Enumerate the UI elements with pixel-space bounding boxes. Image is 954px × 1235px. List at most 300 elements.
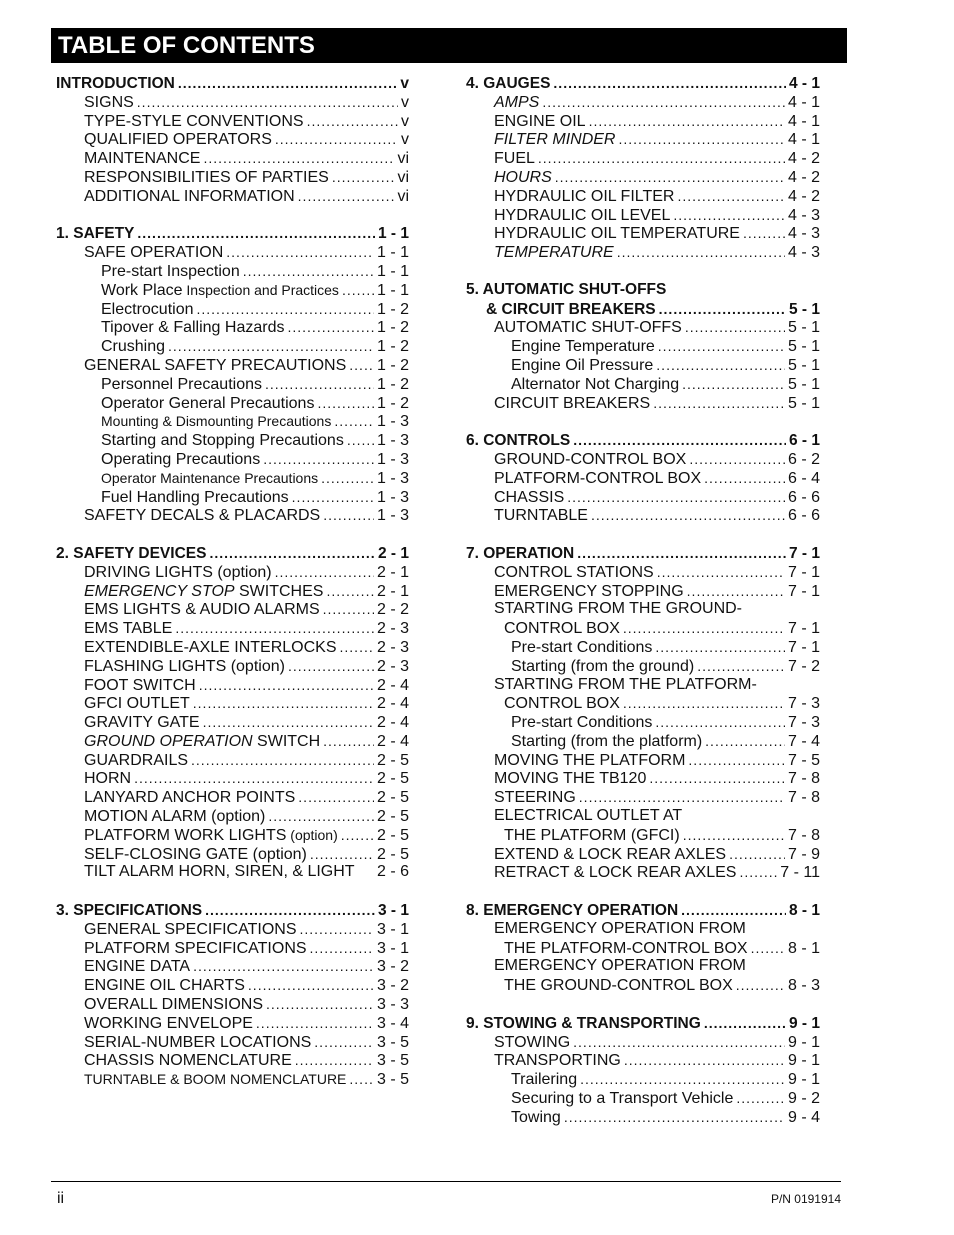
dot-leader [659, 300, 786, 319]
toc-entry-operating-precautions[interactable] [56, 450, 409, 469]
toc-entry-self-closing-gate-option[interactable] [56, 845, 409, 864]
toc-page-number: 5 - 1 [787, 319, 820, 337]
dot-leader [542, 93, 785, 112]
toc-entry-title: STEERING [494, 789, 576, 807]
toc-page-number: 4 - 1 [788, 75, 820, 92]
toc-entry-type-style-conventions[interactable] [56, 112, 409, 131]
toc-entry-title: SERIAL-NUMBER LOCATIONS [84, 1033, 312, 1051]
toc-page-number: vi [397, 168, 409, 186]
dot-leader [591, 506, 785, 525]
dot-leader [751, 939, 785, 958]
toc-entry-title: Pre-start Inspection [101, 262, 240, 280]
toc-page-number: 2 - 4 [376, 676, 409, 694]
toc-entry-title: MOVING THE TB120 [494, 770, 647, 788]
dot-leader [624, 1051, 785, 1070]
toc-entry-towing[interactable] [466, 1108, 820, 1127]
toc-entry-crushing[interactable] [56, 337, 409, 356]
toc-entry-title: HORN [84, 770, 132, 788]
dot-leader [226, 243, 374, 262]
toc-entry-horn[interactable] [56, 769, 409, 788]
toc-page-number: 2 - 1 [377, 544, 409, 562]
dot-leader [310, 939, 374, 958]
toc-section-6-controls[interactable] [466, 431, 820, 450]
dot-leader [295, 1051, 374, 1070]
dot-leader [209, 544, 375, 563]
toc-entry-additional-information[interactable] [56, 187, 409, 206]
dot-leader [323, 732, 374, 751]
toc-page-number: 3 - 5 [376, 1052, 409, 1070]
toc-entry-ems-table[interactable] [56, 619, 409, 638]
toc-entry-platform-specifications[interactable] [56, 939, 409, 958]
toc-page-number: 5 - 1 [787, 394, 820, 412]
toc-entry-platform-work-lights[interactable] [56, 826, 409, 845]
toc-entry-working-envelope[interactable] [56, 1014, 409, 1033]
dot-leader [688, 751, 785, 770]
toc-entry-retract-lock-rear-axles[interactable] [466, 863, 820, 882]
toc-entry-title: CONTROL BOX [504, 695, 620, 713]
toc-page-number: 1 - 1 [376, 262, 409, 280]
toc-entry-title: INTRODUCTION [56, 75, 175, 92]
dot-leader [685, 318, 785, 337]
toc-entry-signs[interactable] [56, 93, 409, 112]
dot-leader [205, 901, 375, 920]
toc-entry-title: SAFE OPERATION [84, 244, 224, 262]
toc-entry-operator-maintenance-precautions[interactable] [56, 469, 409, 488]
dot-leader [743, 224, 785, 243]
toc-page-number: 3 - 2 [376, 958, 409, 976]
toc-entry-title: OVERALL DIMENSIONS [84, 996, 264, 1014]
toc-entry-the-platform-gfci[interactable] [466, 826, 820, 845]
toc-page-number: 1 - 2 [376, 300, 409, 318]
toc-page-number: 3 - 5 [376, 1033, 409, 1051]
toc-entry-title: GROUND OPERATION SWITCH [84, 732, 321, 750]
toc-entry-title: EMS LIGHTS & AUDIO ALARMS [84, 601, 320, 619]
toc-entry-title: EXTEND & LOCK REAR AXLES [494, 845, 727, 863]
toc-entry-guardrails[interactable] [56, 751, 409, 770]
toc-page-number: 4 - 3 [787, 206, 820, 224]
toc-entry-title: 8. EMERGENCY OPERATION [466, 902, 679, 920]
toc-entry-gravity-gate[interactable] [56, 713, 409, 732]
dot-leader [137, 93, 398, 112]
toc-entry-transporting[interactable] [466, 1051, 820, 1070]
toc-page-number: 8 - 3 [787, 977, 820, 995]
toc-entry-hours[interactable] [466, 168, 820, 187]
toc-section-introduction[interactable] [56, 74, 409, 93]
toc-entry-fuel[interactable] [466, 149, 820, 168]
toc-section-5-automatic-shut-offs[interactable] [466, 281, 820, 300]
toc-page-number: 7 - 11 [780, 864, 820, 882]
toc-page-number: 2 - 3 [376, 638, 409, 656]
toc-page-number: 1 - 3 [376, 432, 409, 450]
toc-entry-title: EMERGENCY STOPPING [494, 582, 684, 600]
toc-page-number: 3 - 2 [376, 977, 409, 995]
dot-leader [137, 224, 375, 243]
toc-page-number: 4 - 2 [787, 187, 820, 205]
toc-page-number: 7 - 1 [787, 620, 820, 638]
toc-page-number: 2 - 4 [376, 732, 409, 750]
toc-page-number: 9 - 1 [787, 1071, 820, 1089]
toc-entry-title: ENGINE OIL [494, 112, 586, 130]
toc-entry-operator-general-precautions[interactable] [56, 394, 409, 413]
toc-entry-driving-lights-option[interactable] [56, 563, 409, 582]
dot-leader [653, 394, 785, 413]
toc-page-number: vi [397, 150, 409, 168]
toc-page-number: 7 - 8 [787, 770, 820, 788]
toc-page-number: 9 - 4 [787, 1108, 820, 1126]
toc-entry-title: Securing to a Transport Vehicle [511, 1090, 734, 1108]
toc-entry-safe-operation[interactable] [56, 243, 409, 262]
toc-page-number: 1 - 2 [376, 338, 409, 356]
toc-page-number: v [401, 93, 409, 111]
toc-page-number: 1 - 2 [376, 375, 409, 393]
toc-entry-title: Operator General Precautions [101, 394, 315, 412]
dot-leader [589, 112, 785, 131]
toc-section-2-safety-devices[interactable] [56, 544, 409, 563]
dot-leader [349, 356, 374, 375]
dot-leader [168, 337, 374, 356]
toc-entry-title: PLATFORM WORK LIGHTS (option) [84, 826, 338, 844]
toc-entry-title: EMERGENCY STOP SWITCHES [84, 582, 324, 600]
toc-entry-title: HYDRAULIC OIL TEMPERATURE [494, 225, 740, 243]
toc-page-number: 2 - 6 [376, 863, 409, 881]
dot-leader [618, 130, 785, 149]
toc-entry-title: GUARDRAILS [84, 751, 189, 769]
toc-entry-title: 7. OPERATION [466, 544, 575, 562]
toc-entry-hydraulic-oil-filter[interactable] [466, 187, 820, 206]
dot-leader [248, 976, 374, 995]
toc-entry-ground-control-box[interactable] [466, 450, 820, 469]
toc-entry-work-place[interactable] [56, 281, 409, 300]
toc-entry-mounting-dismounting-precautions[interactable] [56, 412, 409, 431]
dot-leader [687, 582, 785, 601]
toc-page-number: 2 - 5 [376, 770, 409, 788]
toc-entry-stowing[interactable] [466, 1033, 820, 1052]
toc-column-left [56, 74, 409, 1089]
toc-section-4-gauges[interactable] [466, 74, 820, 93]
dot-leader [349, 1070, 374, 1089]
dot-leader [573, 431, 786, 450]
toc-entry-title: WORKING ENVELOPE [84, 1014, 253, 1032]
toc-entry-automatic-shut-offs[interactable] [466, 318, 820, 337]
toc-entry-the-platform-control-box[interactable] [466, 939, 820, 958]
toc-entry-title: Starting (from the platform) [511, 732, 703, 750]
footer-rule [51, 1181, 841, 1182]
toc-page-number: 7 - 5 [787, 751, 820, 769]
dot-leader [697, 657, 785, 676]
toc-page-number: 7 - 3 [787, 695, 820, 713]
dot-leader [658, 337, 785, 356]
toc-entry-turntable-boom-nomenclature[interactable] [56, 1070, 409, 1089]
toc-entry-title: THE PLATFORM (GFCI) [504, 826, 680, 844]
toc-entry-title: TEMPERATURE [494, 244, 614, 262]
toc-entry-emergency-operation-from[interactable] [466, 957, 820, 976]
toc-entry-title: TRANSPORTING [494, 1052, 621, 1070]
toc-entry-title: Alternator Not Charging [511, 375, 680, 393]
dot-leader [564, 1108, 785, 1127]
toc-section-1-safety[interactable] [56, 224, 409, 243]
toc-entry-engine-oil-pressure[interactable] [466, 356, 820, 375]
toc-section-3-specifications[interactable] [56, 901, 409, 920]
toc-entry-flashing-lights-option[interactable] [56, 657, 409, 676]
dot-leader [736, 1089, 785, 1108]
dot-leader [299, 920, 374, 939]
toc-entry-title: 5. AUTOMATIC SHUT-OFFS [466, 280, 667, 298]
dot-leader [655, 638, 785, 657]
toc-entry-responsibilities-of-parties[interactable] [56, 168, 409, 187]
dot-leader [617, 243, 785, 262]
toc-entry-trailering[interactable] [466, 1070, 820, 1089]
toc-page-number: 4 - 2 [787, 150, 820, 168]
toc-entry-control-stations[interactable] [466, 563, 820, 582]
dot-leader [580, 1070, 785, 1089]
dot-leader [340, 638, 374, 657]
dot-leader [275, 130, 398, 149]
toc-entry-engine-oil[interactable] [466, 112, 820, 131]
toc-entry-serial-number-locations[interactable] [56, 1033, 409, 1052]
toc-entry-title: ENGINE DATA [84, 958, 191, 976]
toc-entry-title: EMS TABLE [84, 620, 173, 638]
toc-entry-title: Starting and Stopping Precautions [101, 432, 344, 450]
dot-leader [263, 450, 374, 469]
toc-entry-hydraulic-oil-temperature[interactable] [466, 224, 820, 243]
toc-entry-title: 3. SPECIFICATIONS [56, 902, 203, 920]
toc-entry-title: SELF-CLOSING GATE (option) [84, 845, 307, 863]
toc-entry-personnel-precautions[interactable] [56, 375, 409, 394]
dot-leader [538, 149, 785, 168]
toc-entry-title: PLATFORM-CONTROL BOX [494, 469, 702, 487]
toc-entry-engine-data[interactable] [56, 957, 409, 976]
dot-leader [268, 807, 374, 826]
toc-entry-title: FUEL [494, 150, 535, 168]
toc-entry-title: ADDITIONAL INFORMATION [84, 187, 295, 205]
toc-entry-pre-start-conditions[interactable] [466, 713, 820, 732]
toc-page-number: 9 - 1 [788, 1014, 820, 1032]
toc-page-number: 1 - 3 [376, 507, 409, 525]
toc-entry-hydraulic-oil-level[interactable] [466, 206, 820, 225]
toc-entry-filter-minder[interactable] [466, 130, 820, 149]
toc-entry-turntable[interactable] [466, 506, 820, 525]
toc-entry-general-specifications[interactable] [56, 920, 409, 939]
dot-leader [243, 262, 374, 281]
dot-leader [323, 506, 374, 525]
toc-entry-emergency-stop[interactable] [56, 582, 409, 601]
toc-entry-title: Work Place Inspection and Practices [101, 281, 339, 299]
toc-entry-circuit-breakers[interactable] [466, 394, 820, 413]
toc-page-number: 2 - 3 [376, 620, 409, 638]
toc-page-number: 2 - 1 [376, 563, 409, 581]
toc-page-number: 2 - 4 [376, 695, 409, 713]
toc-entry-title: ELECTRICAL OUTLET AT [494, 807, 683, 825]
toc-entry-title: FILTER MINDER [494, 131, 616, 149]
dot-leader [623, 694, 785, 713]
toc-entry-motion-alarm-option[interactable] [56, 807, 409, 826]
toc-entry-steering[interactable] [466, 788, 820, 807]
toc-entry-title: THE PLATFORM-CONTROL BOX [504, 939, 748, 957]
toc-entry-title: EXTENDIBLE-AXLE INTERLOCKS [84, 638, 337, 656]
toc-section-7-operation[interactable] [466, 544, 820, 563]
toc-entry-title: Tipover & Falling Hazards [101, 319, 285, 337]
toc-entry-title: FOOT SWITCH [84, 676, 196, 694]
toc-entry-foot-switch[interactable] [56, 676, 409, 695]
dot-leader [623, 619, 785, 638]
toc-entry-safety-decals-placards[interactable] [56, 506, 409, 525]
toc-page-number: 5 - 1 [787, 338, 820, 356]
toc-entry-title: MAINTENANCE [84, 150, 201, 168]
toc-entry-amps[interactable] [466, 93, 820, 112]
dot-leader [193, 694, 374, 713]
dot-leader [298, 187, 395, 206]
dot-leader [657, 563, 785, 582]
toc-entry-electrocution[interactable] [56, 300, 409, 319]
toc-entry-title: CONTROL STATIONS [494, 563, 654, 581]
toc-column-right [466, 74, 820, 1127]
toc-page-number: 1 - 1 [377, 225, 409, 243]
toc-entry-title: STOWING [494, 1033, 571, 1051]
dot-leader [256, 1014, 374, 1033]
toc-page-number: 1 - 1 [376, 281, 409, 299]
toc-entry-title: Towing [511, 1108, 561, 1126]
toc-entry-starting-from-the-platform[interactable] [466, 732, 820, 751]
toc-entry-moving-the-platform[interactable] [466, 751, 820, 770]
dot-leader [332, 168, 395, 187]
toc-entry-title: Fuel Handling Precautions [101, 488, 289, 506]
toc-entry-emergency-operation-from[interactable] [466, 920, 820, 939]
toc-entry-temperature[interactable] [466, 243, 820, 262]
toc-entry-title: MOTION ALARM (option) [84, 808, 266, 826]
toc-page-number: 5 - 1 [787, 375, 820, 393]
toc-entry-control-box[interactable] [466, 694, 820, 713]
toc-entry-title: SIGNS [84, 93, 134, 111]
dot-leader [310, 845, 374, 864]
toc-entry-pre-start-inspection[interactable] [56, 262, 409, 281]
toc-entry-title: Crushing [101, 338, 166, 356]
toc-entry-starting-from-the-ground[interactable] [466, 657, 820, 676]
toc-page-number: 1 - 2 [376, 394, 409, 412]
toc-entry-title: Pre-start Conditions [511, 714, 653, 732]
toc-page-number: v [401, 112, 409, 130]
toc-page-number: 9 - 1 [787, 1052, 820, 1070]
toc-entry-gfci-outlet[interactable] [56, 694, 409, 713]
toc-page-number: 3 - 3 [376, 996, 409, 1014]
toc-entry-title: STARTING FROM THE GROUND- [494, 600, 742, 618]
toc-page-number: 3 - 4 [376, 1014, 409, 1032]
toc-page-number: 7 - 2 [787, 657, 820, 675]
toc-entry-platform-control-box[interactable] [466, 469, 820, 488]
toc-page-number: 1 - 1 [376, 244, 409, 262]
toc-entry-title: THE GROUND-CONTROL BOX [504, 977, 733, 995]
toc-entry-starting-from-the-platform[interactable] [466, 676, 820, 695]
toc-section-circuit-breakers[interactable] [466, 300, 820, 319]
toc-entry-pre-start-conditions[interactable] [466, 638, 820, 657]
toc-entry-engine-temperature[interactable] [466, 337, 820, 356]
toc-entry-title: 6. CONTROLS [466, 432, 571, 450]
toc-entry-title: Electrocution [101, 300, 194, 318]
toc-page-number: 6 - 2 [787, 450, 820, 468]
toc-page-number: 1 - 2 [376, 319, 409, 337]
toc-entry-engine-oil-charts[interactable] [56, 976, 409, 995]
toc-page-number: 2 - 3 [376, 657, 409, 675]
toc-entry-title: GRAVITY GATE [84, 714, 200, 732]
toc-entry-title: GENERAL SPECIFICATIONS [84, 920, 297, 938]
toc-entry-starting-from-the-ground[interactable] [466, 600, 820, 619]
toc-entry-ems-lights-audio-alarms[interactable] [56, 600, 409, 619]
dot-leader [579, 788, 785, 807]
toc-entry-extendible-axle-interlocks[interactable] [56, 638, 409, 657]
toc-page-number: 2 - 5 [376, 789, 409, 807]
toc-entry-chassis-nomenclature[interactable] [56, 1051, 409, 1070]
toc-page-number: 4 - 3 [787, 225, 820, 243]
toc-entry-title: CONTROL BOX [504, 620, 620, 638]
toc-entry-moving-the-tb120[interactable] [466, 769, 820, 788]
toc-page-number: 6 - 6 [787, 488, 820, 506]
dot-leader [178, 74, 398, 93]
toc-page-number: 5 - 1 [788, 300, 820, 318]
dot-leader [649, 769, 785, 788]
toc-entry-tipover-falling-hazards[interactable] [56, 318, 409, 337]
toc-entry-title: Operator Maintenance Precautions [101, 469, 319, 486]
toc-page-number: 2 - 5 [376, 845, 409, 863]
toc-page-number: 1 - 3 [376, 450, 409, 468]
dot-leader [275, 563, 374, 582]
dot-leader [681, 901, 786, 920]
toc-section-8-emergency-operation[interactable] [466, 901, 820, 920]
toc-entry-starting-and-stopping-precautions[interactable] [56, 431, 409, 450]
toc-entry-tilt-alarm-horn-siren-light[interactable] [56, 863, 409, 882]
toc-entry-fuel-handling-precautions[interactable] [56, 488, 409, 507]
dot-leader [298, 788, 374, 807]
toc-entry-maintenance[interactable] [56, 149, 409, 168]
dot-leader [287, 318, 374, 337]
toc-entry-title: ENGINE OIL CHARTS [84, 977, 245, 995]
toc-entry-qualified-operators[interactable] [56, 130, 409, 149]
dot-leader [577, 544, 786, 563]
toc-entry-lanyard-anchor-points[interactable] [56, 788, 409, 807]
toc-page-number: 7 - 8 [787, 826, 820, 844]
toc-entry-title: DRIVING LIGHTS (option) [84, 563, 272, 581]
toc-entry-title: GROUND-CONTROL BOX [494, 450, 687, 468]
dot-leader [682, 375, 785, 394]
toc-section-9-stowing-transporting[interactable] [466, 1014, 820, 1033]
toc-entry-title: FLASHING LIGHTS (option) [84, 657, 285, 675]
toc-page-number: 4 - 1 [787, 112, 820, 130]
toc-entry-ground-operation[interactable] [56, 732, 409, 751]
toc-entry-electrical-outlet-at[interactable] [466, 807, 820, 826]
dot-leader [334, 412, 374, 431]
toc-page-number: 3 - 1 [376, 939, 409, 957]
toc-entry-emergency-stopping[interactable] [466, 582, 820, 601]
toc-entry-the-ground-control-box[interactable] [466, 976, 820, 995]
toc-entry-title: PLATFORM SPECIFICATIONS [84, 939, 307, 957]
toc-entry-title: EMERGENCY OPERATION FROM [494, 919, 746, 937]
dot-leader [736, 976, 785, 995]
toc-entry-chassis[interactable] [466, 488, 820, 507]
toc-page-number: 9 - 1 [787, 1033, 820, 1051]
toc-entry-securing-to-a-transport-vehicle[interactable] [466, 1089, 820, 1108]
dot-leader [683, 826, 785, 845]
toc-entry-title: TURNTABLE & BOOM NOMENCLATURE [84, 1071, 347, 1088]
toc-entry-title: EMERGENCY OPERATION FROM [494, 957, 746, 975]
dot-leader [134, 769, 374, 788]
toc-entry-general-safety-precautions[interactable] [56, 356, 409, 375]
toc-entry-alternator-not-charging[interactable] [466, 375, 820, 394]
toc-page-number: 7 - 1 [787, 638, 820, 656]
dot-leader [203, 713, 374, 732]
toc-entry-control-box[interactable] [466, 619, 820, 638]
toc-entry-extend-lock-rear-axles[interactable] [466, 845, 820, 864]
dot-leader [307, 112, 398, 131]
toc-page-number: 4 - 3 [787, 244, 820, 262]
toc-entry-overall-dimensions[interactable] [56, 995, 409, 1014]
